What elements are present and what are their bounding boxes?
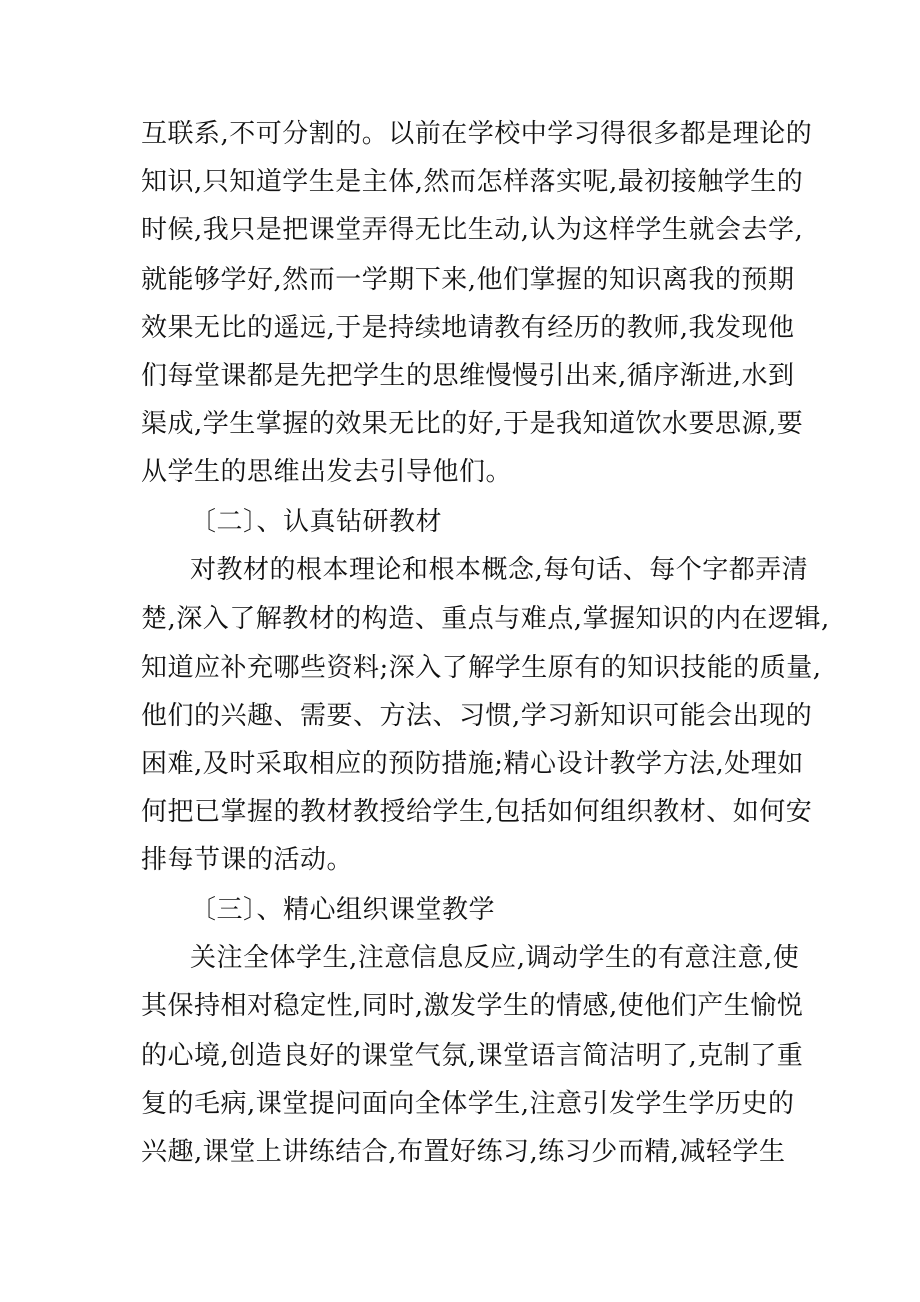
section-heading-3: 〔三〕、精心组织课堂教学 [190, 895, 496, 925]
paragraph-2-line: 困难,及时采取相应的预防措施;精心设计教学方法,处理如 [141, 749, 804, 779]
paragraph-1-line: 效果无比的遥远,于是持续地请教有经历的教师,我发现他 [141, 313, 795, 343]
paragraph-2-line: 何把已掌握的教材教授给学生,包括如何组织教材、如何安 [141, 797, 813, 827]
paragraph-3-line: 其保持相对稳定性,同时,激发学生的情感,使他们产生愉悦 [141, 991, 804, 1021]
paragraph-1-line: 从学生的思维出发去引导他们。 [141, 457, 513, 487]
paragraph-3-line: 的心境,创造良好的课堂气氛,课堂语言简洁明了,克制了重 [141, 1041, 804, 1071]
paragraph-3-line: 复的毛病,课堂提问面向全体学生,注意引发学生学历史的 [141, 1089, 795, 1119]
paragraph-1-line: 知识,只知道学生是主体,然而怎样落实呢,最初接触学生的 [141, 167, 804, 197]
paragraph-2-line: 排每节课的活动。 [141, 845, 354, 875]
paragraph-2-line: 楚,深入了解教材的构造、重点与难点,掌握知识的内在逻辑, [141, 604, 830, 634]
paragraph-3-line: 兴趣,课堂上讲练结合,布置好练习,练习少而精,减轻学生 [141, 1137, 786, 1167]
paragraph-3-line: 关注全体学生,注意信息反应,调动学生的有意注意,使 [190, 943, 800, 973]
paragraph-1-line: 们每堂课都是先把学生的思维慢慢引出来,循序渐进,水到 [141, 361, 795, 391]
paragraph-1-line: 互联系,不可分割的。以前在学校中学习得很多都是理论的 [141, 119, 813, 149]
paragraph-2-line: 他们的兴趣、需要、方法、习惯,学习新知识可能会出现的 [141, 701, 813, 731]
section-heading-2: 〔二〕、认真钻研教材 [190, 507, 443, 537]
paragraph-1-line: 就能够学好,然而一学期下来,他们掌握的知识离我的预期 [141, 265, 795, 295]
paragraph-2-line: 对教材的根本理论和根本概念,每句话、每个字都弄清 [190, 555, 809, 585]
paragraph-1-line: 时候,我只是把课堂弄得无比生动,认为这样学生就会去学, [141, 215, 804, 245]
paragraph-1-line: 渠成,学生掌握的效果无比的好,于是我知道饮水要思源,要 [141, 409, 804, 439]
paragraph-2-line: 知道应补充哪些资料;深入了解学生原有的知识技能的质量, [141, 653, 822, 683]
